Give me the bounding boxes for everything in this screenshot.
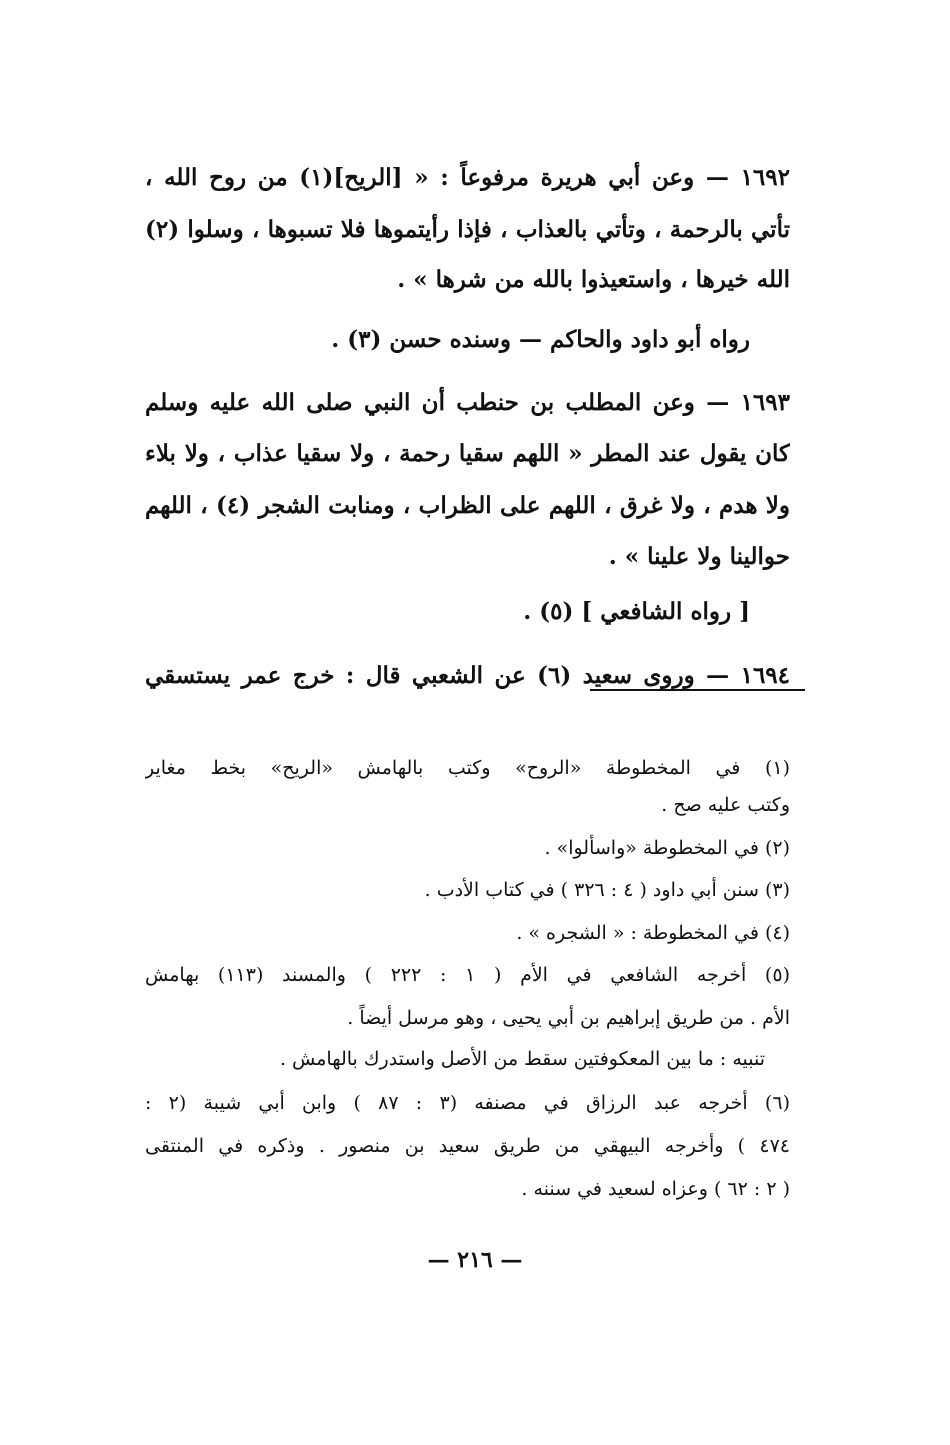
entry-1692-line-3: الله خيرها ، واستعيذوا بالله من شرها » .	[397, 266, 790, 293]
footnote-5-line-2: الأم . من طريق إبراهيم بن أبي يحيى ، وهو مرسل أيضاً .	[347, 1007, 790, 1029]
footnote-5-note: تنبيه : ما بين المعكوفتين سقط من الأصل واستدرك بالهامش .	[279, 1048, 765, 1070]
footnote-separator	[590, 689, 805, 691]
entry-1693-source: [ رواه الشافعي ] (٥) .	[523, 598, 750, 625]
footnote-6-line-1: (٦) أخرجه عبد الرزاق في مصنفه (٣ : ٨٧ ) وابن أبي شيبة (٢ :	[145, 1092, 790, 1114]
footnote-6-line-3: ( ٢ : ٦٢ ) وعزاه لسعيد في سننه .	[521, 1178, 790, 1200]
entry-1693-line-1: ١٦٩٣ — وعن المطلب بن حنطب أن النبي صلى الله عليه وسلم	[145, 389, 790, 416]
footnote-6-line-2: ٤٧٤ ) وأخرجه البيهقي من طريق سعيد بن منصور . وذكره في المنتقى	[145, 1135, 790, 1157]
entry-1693-line-3: ولا هدم ، ولا غرق ، اللهم على الظراب ، ومنابت الشجر (٤) ، اللهم	[145, 492, 790, 519]
footnote-1-line-1: (١) في المخطوطة «الروح» وكتب بالهامش «الريح» بخط مغاير	[145, 757, 790, 779]
entry-1692-line-1: ١٦٩٢ — وعن أبي هريرة مرفوعاً : « [الريح](١) من روح الله ،	[145, 164, 790, 191]
entry-1692-source: رواه أبو داود والحاكم — وسنده حسن (٣) .	[331, 326, 750, 353]
page-number: — ٢١٦ —	[427, 1247, 523, 1273]
entry-1693-line-2: كان يقول عند المطر « اللهم سقيا رحمة ، ولا سقيا عذاب ، ولا بلاء	[145, 440, 790, 467]
footnote-2: (٢) في المخطوطة «واسألوا» .	[544, 837, 790, 859]
footnote-1-line-2: وكتب عليه صح .	[661, 794, 790, 816]
entry-1692-line-2: تأتي بالرحمة ، وتأتي بالعذاب ، فإذا رأيتموها فلا تسبوها ، وسلوا (٢)	[145, 216, 790, 243]
entry-1694-line-1: ١٦٩٤ — وروى سعيد (٦) عن الشعبي قال : خرج عمر يستسقي	[145, 662, 790, 689]
footnote-5-line-1: (٥) أخرجه الشافعي في الأم ( ١ : ٢٢٢ ) والمسند (١١٣) بهامش	[145, 964, 790, 986]
footnote-3: (٣) سنن أبي داود ( ٤ : ٣٢٦ ) في كتاب الأدب .	[424, 879, 790, 901]
footnote-4: (٤) في المخطوطة : « الشجره » .	[516, 922, 790, 944]
entry-1693-line-4: حوالينا ولا علينا » .	[608, 543, 790, 570]
